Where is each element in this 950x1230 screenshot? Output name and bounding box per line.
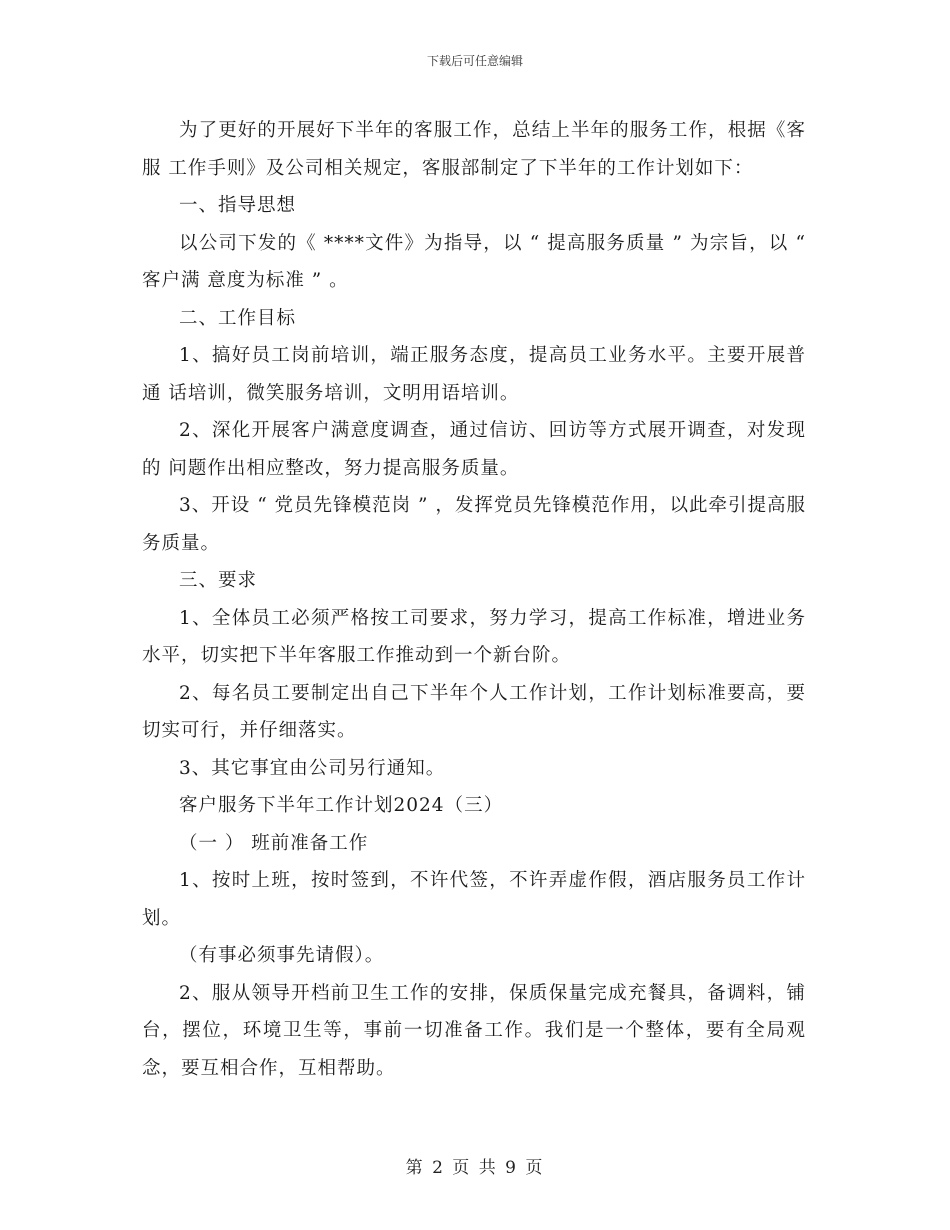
paragraph-prep-1: 1、按时上班，按时签到，不许代签，不许弄虚作假，酒店服务员工作计划。 bbox=[142, 870, 806, 929]
paragraph-goal-3: 3、开设 “ 党员先锋模范岗 ” ，发挥党员先锋模范作用，以此牵引提高服务质量。 bbox=[142, 495, 806, 554]
heading-pre-shift-prep: （一 ） 班前准备工作 bbox=[179, 832, 369, 854]
page-footer: 第 2 页 共 9 页 bbox=[405, 1158, 545, 1178]
page-header: 下载后可任意编辑 bbox=[426, 54, 523, 68]
paragraph-goal-1: 1、搞好员工岗前培训，端正服务态度，提高员工业务水平。主要开展普通 话培训，微笑服务培训，文明用语培训。 bbox=[142, 345, 806, 404]
heading-work-goals: 二、工作目标 bbox=[179, 307, 297, 329]
paragraph-guiding-ideology: 以公司下发的《 ****文件》为指导，以 “ 提高服务质量 ” 为宗旨，以 “ 客户满 意度为标准 ” 。 bbox=[142, 232, 806, 291]
paragraph-requirement-3: 3、其它事宜由公司另行通知。 bbox=[179, 757, 446, 779]
paragraph-goal-2: 2、深化开展客户满意度调查，通过信访、回访等方式展开调查，对发现的 问题作出相应整改，努力提高服务质量。 bbox=[142, 420, 806, 479]
paragraph-requirement-1: 1、全体员工必须严格按工司要求，努力学习，提高工作标准，增进业务水平，切实把下半年客服工作推动到一个新台阶。 bbox=[142, 607, 806, 666]
heading-requirements: 三、要求 bbox=[179, 570, 258, 591]
section-title-plan-3: 客户服务下半年工作计划2024（三） bbox=[179, 795, 504, 816]
paragraph-prep-2: 2、服从领导开档前卫生工作的安排，保质保量完成充餐具，备调料，铺台，摆位，环境卫生等，事前一切准备工作。我们是一个整体，要有全局观念，要互相合作，互相帮助。 bbox=[142, 982, 806, 1079]
document-body bbox=[142, 112, 806, 1087]
paragraph-intro: 为了更好的开展好下半年的客服工作，总结上半年的服务工作，根据《客服 工作手则》及公司相关规定，客服部制定了下半年的工作计划如下： bbox=[142, 120, 806, 179]
paragraph-prep-1-note: （有事必须事先请假）。 bbox=[179, 945, 385, 966]
paragraph-requirement-2: 2、每名员工要制定出自己下半年个人工作计划，工作计划标准要高，要切实可行，并仔细落实。 bbox=[142, 682, 806, 741]
heading-guiding-ideology: 一、指导思想 bbox=[179, 195, 297, 216]
